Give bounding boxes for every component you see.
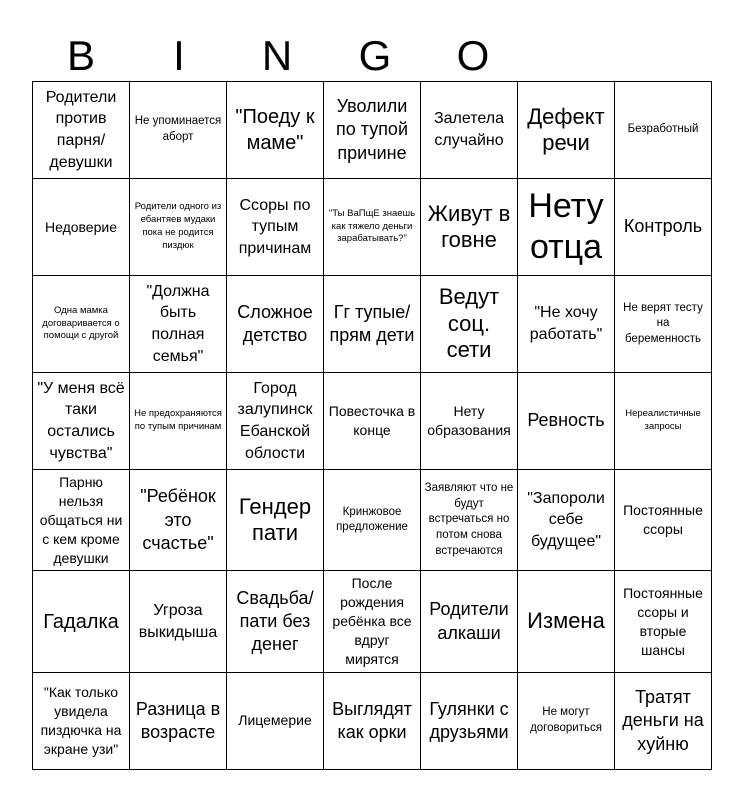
bingo-row (33, 82, 712, 179)
bingo-cell[interactable]: "Ребёнок это счастье" (130, 470, 227, 571)
bingo-cell[interactable]: Не верят тесту на беременность (615, 276, 712, 373)
bingo-header (32, 30, 718, 82)
header-spacer (620, 30, 718, 82)
bingo-cell[interactable]: Не могут договориться (518, 672, 615, 769)
bingo-cell[interactable]: "Поеду к маме" (227, 82, 324, 179)
bingo-cell[interactable]: Нету отца (518, 179, 615, 276)
bingo-cell[interactable]: Уволили по тупой причине (324, 82, 421, 179)
bingo-cell[interactable]: Лицемерие (227, 672, 324, 769)
bingo-cell[interactable]: Безработный (615, 82, 712, 179)
bingo-cell[interactable]: После рождения ребёнка все вдруг мирятся (324, 571, 421, 672)
bingo-cell[interactable]: Тратят деньги на хуйню (615, 672, 712, 769)
bingo-cell[interactable]: Ссоры по тупым причинам (227, 179, 324, 276)
bingo-cell[interactable]: "Должна быть полная семья" (130, 276, 227, 373)
bingo-cell[interactable]: "У меня всё таки остались чувства" (33, 373, 130, 470)
bingo-cell[interactable]: Повесточка в конце (324, 373, 421, 470)
bingo-cell[interactable]: Ревность (518, 373, 615, 470)
bingo-cell[interactable]: Родители одного из ебантяев мудаки пока не родится пиздюк (130, 179, 227, 276)
bingo-cell[interactable]: Живут в говне (421, 179, 518, 276)
bingo-cell[interactable]: Город залупинск Ебанской облости (227, 373, 324, 470)
bingo-cell[interactable]: Не упоминается аборт (130, 82, 227, 179)
bingo-cell[interactable]: Одна мамка договаривается о помощи с другой (33, 276, 130, 373)
bingo-row (33, 672, 712, 769)
bingo-cell[interactable]: Контроль (615, 179, 712, 276)
bingo-row (33, 571, 712, 672)
bingo-cell[interactable]: Заявляют что не будут встречаться но потом снова встречаются (421, 470, 518, 571)
bingo-cell[interactable]: "Ты ВаПщЕ знаешь как тяжело деньги зарабатывать?" (324, 179, 421, 276)
bingo-cell[interactable]: Угроза выкидыша (130, 571, 227, 672)
header-letter-o: O (456, 32, 490, 79)
bingo-cell[interactable]: Гулянки с друзьями (421, 672, 518, 769)
bingo-row (33, 276, 712, 373)
header-letter-g: G (358, 32, 392, 79)
bingo-cell[interactable]: Гг тупые/ прям дети (324, 276, 421, 373)
bingo-cell[interactable]: "Запороли себе будущее" (518, 470, 615, 571)
bingo-cell[interactable]: Родители против парня/ девушки (33, 82, 130, 179)
bingo-cell[interactable]: Постоянные ссоры (615, 470, 712, 571)
bingo-cell[interactable]: Ведут соц. сети (421, 276, 518, 373)
bingo-cell[interactable]: Гендер пати (227, 470, 324, 571)
header-letter-i: I (173, 32, 185, 79)
bingo-row (33, 373, 712, 470)
bingo-cell[interactable]: Дефект речи (518, 82, 615, 179)
bingo-row (33, 179, 712, 276)
bingo-cell[interactable]: Родители алкаши (421, 571, 518, 672)
bingo-cell[interactable]: Гадалка (33, 571, 130, 672)
bingo-cell[interactable]: Парню нельзя общаться ни с кем кроме девушки (33, 470, 130, 571)
header-letter-n: N (261, 32, 293, 79)
bingo-cell[interactable]: Не предохраняются по тупым причинам (130, 373, 227, 470)
bingo-cell[interactable]: Кринжовое предложение (324, 470, 421, 571)
bingo-cell[interactable]: "Не хочу работать" (518, 276, 615, 373)
bingo-cell[interactable]: Свадьба/ пати без денег (227, 571, 324, 672)
bingo-cell[interactable]: Выглядят как орки (324, 672, 421, 769)
bingo-row (33, 470, 712, 571)
bingo-cell[interactable]: Нету образования (421, 373, 518, 470)
header-spacer (522, 30, 620, 82)
bingo-cell[interactable]: Разница в возрасте (130, 672, 227, 769)
bingo-cell[interactable]: Сложное детство (227, 276, 324, 373)
bingo-cell[interactable]: Нереалистичные запросы (615, 373, 712, 470)
header-letter-b: B (66, 32, 95, 79)
bingo-cell[interactable]: Измена (518, 571, 615, 672)
bingo-cell[interactable]: Постоянные ссоры и вторые шансы (615, 571, 712, 672)
bingo-cell[interactable]: Залетела случайно (421, 82, 518, 179)
bingo-cell[interactable]: Недоверие (33, 179, 130, 276)
bingo-grid (32, 81, 712, 770)
bingo-cell[interactable]: "Как только увидела пиздючка на экране узи" (33, 672, 130, 769)
